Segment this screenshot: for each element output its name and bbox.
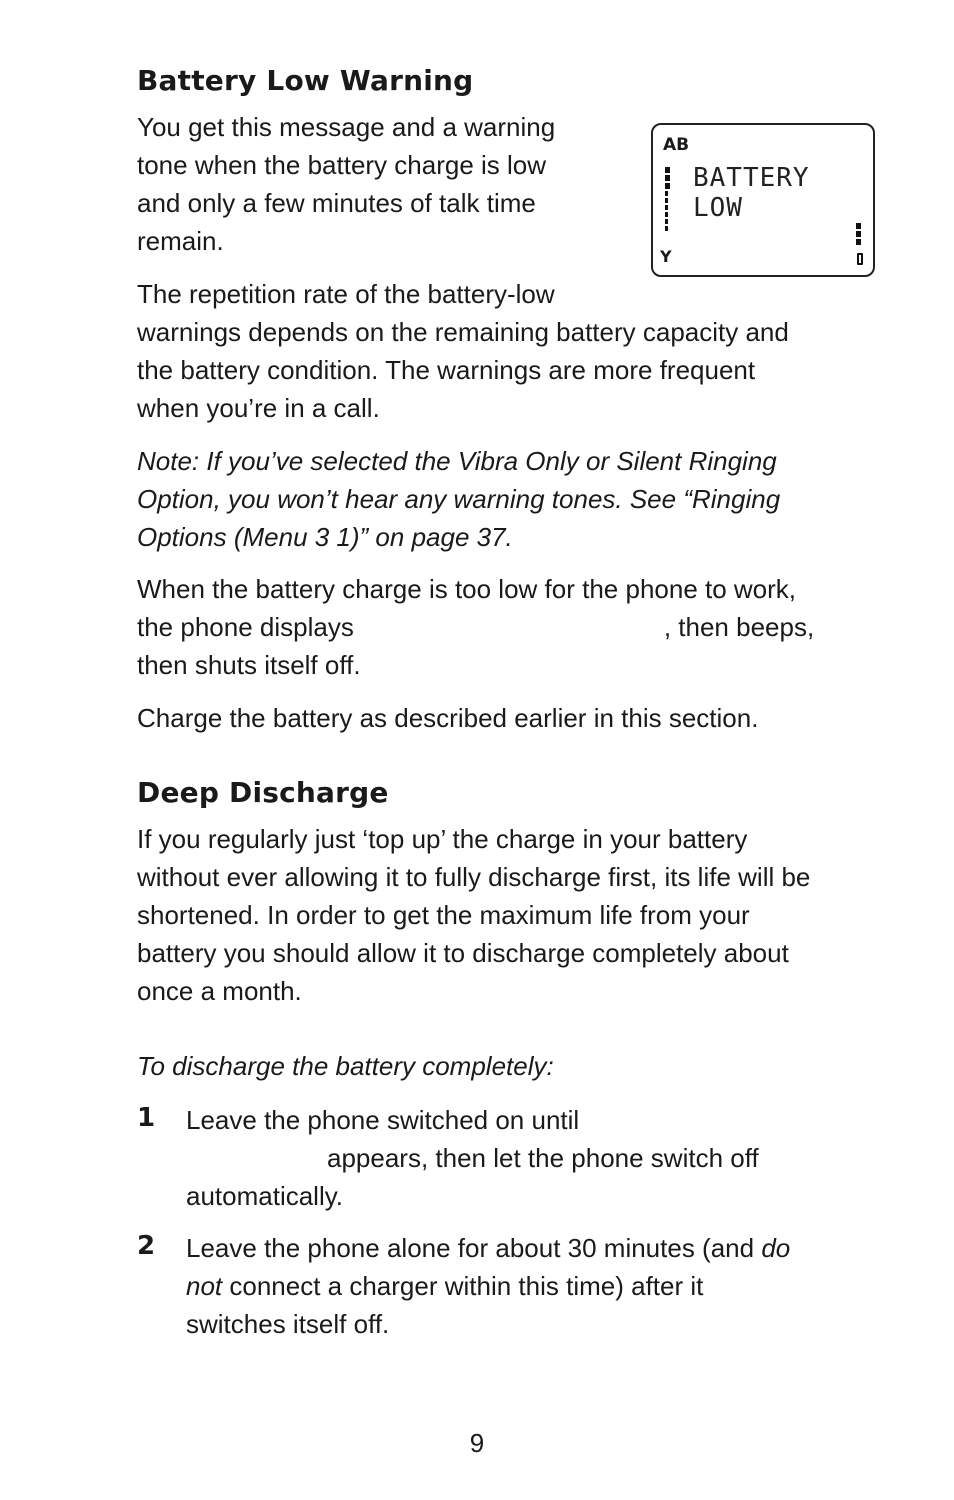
section-title-battery-low: Battery Low Warning (137, 64, 474, 97)
display-line-2: LOW (693, 193, 743, 223)
section-title-deep-discharge: Deep Discharge (137, 776, 389, 809)
shutdown-paragraph: When the battery charge is too low for the phone to work, the phone displays , then beeps, then shuts itself off. (137, 574, 815, 680)
antenna-icon: Υ (660, 247, 672, 266)
repetition-paragraph: The repetition rate of the battery-low warnings depends on the remaining battery capacity and the battery condition. The warnings are more frequent when you’re in a call. (137, 279, 789, 423)
step-text: Leave the phone alone for about 30 minutes (and do not connect a charger within this time) after it switches itself off. (186, 1233, 791, 1339)
battery-level-bar (856, 223, 861, 247)
signal-strength-bar (665, 167, 670, 233)
line-indicator: AB (663, 135, 690, 155)
note-paragraph: Note: If you’ve selected the Vibra Only or Silent Ringing Option, you won’t hear any warning tones. See “Ringing Options (Menu 3 1)” on page 37. (137, 446, 781, 552)
step-text: Leave the phone switched on until appears, then let the phone switch off automatically. (186, 1105, 759, 1211)
intro-paragraph: You get this message and a warning tone when the battery charge is low and only a few minutes of talk time remain. (137, 112, 556, 256)
page-number: 9 (469, 1428, 485, 1458)
display-line-1: BATTERY (693, 163, 810, 193)
step-number: 2 (137, 1231, 156, 1261)
phone-display (651, 123, 875, 277)
charge-paragraph: Charge the battery as described earlier in this section. (137, 703, 759, 733)
deep-discharge-paragraph: If you regularly just ‘top up’ the charge in your battery without ever allowing it to fully discharge first, its life will be shortened. In order to get the maximum life from your battery you should allow it to discharge completely about once a month. (137, 824, 811, 1006)
step-number: 1 (137, 1103, 156, 1133)
battery-icon (857, 253, 863, 265)
steps-subheading: To discharge the battery completely: (137, 1051, 554, 1081)
